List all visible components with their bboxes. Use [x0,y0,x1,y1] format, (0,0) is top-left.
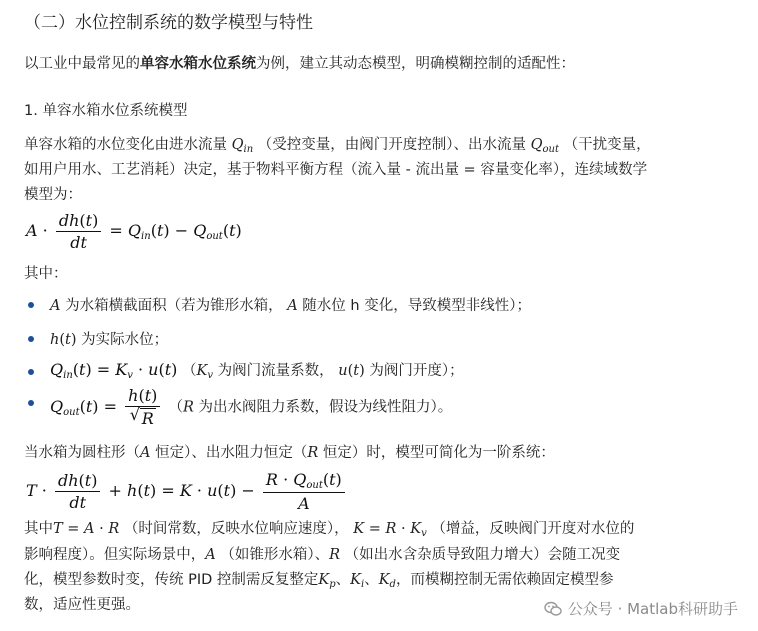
q-in-symbol: $Q_{in}$ [231,137,254,155]
section-title: （二）水位控制系统的数学模型与特性 [24,13,313,33]
intro-bold: 单容水箱水位系统 [140,56,256,72]
param-paragraph-line2: 影响程度）。但实际场景中，A （如锥形水箱）、R （如出水含杂质导致阻力增大）会随工况变 [24,547,621,563]
model-paragraph-line2: 如用户用水、工艺消耗）决定，基于物料平衡方程（流入量 - 流出量 = 容量变化率），连续域数学 [24,162,648,178]
intro-prefix: 以工业中最常见的 [24,56,140,72]
model-paragraph-line1: 单容水箱的水位变化由进水流量 $Q_{in}$ （受控变量，由阀门开度控制）、出水流量 $Q_{out}$ （干扰变量， [24,137,651,155]
param-paragraph-line1: 其中T = A · R （时间常数，反映水位响应速度）， $K = R \cdot K_v$ （增益，反映阀门开度对水位的 [24,521,635,539]
bullet-outflow [28,400,34,406]
bullet-inflow-text: $Q_{in}(t) = K_v \cdot u(t)$ （$K_v$ 为阀门流量系数， u(t) 为阀门开度）； [50,360,464,381]
simplification-paragraph: 当水箱为圆柱形（A 恒定）、出水阻力恒定（R 恒定）时，模型可简化为一阶系统： [24,445,555,461]
bullet-dot [28,302,34,308]
bullet-dot [28,336,34,342]
watermark [544,598,738,619]
watermark-text: 公众号 · Matlab科研助手 [567,600,738,618]
intro-paragraph [24,52,575,73]
bullet-inflow [28,369,34,375]
wechat-icon [544,601,562,617]
bullet-level: h(t) 为实际水位； [50,332,169,348]
bullet-area: A 为水箱横截面积（若为锥形水箱， A 随水位 h 变化，导致模型非线性）； [50,298,531,314]
bullet-outflow-text: $Q_{out}(t)$ = h(t) √ R （R 为出水阀阻力系数，假设为线性阻力）。 [50,386,453,428]
balance-equation: A · $\frac{dh(t)}{dt}$ = $Q_{in}(t) - Q_{out}(t)$ [26,211,242,252]
intro-suffix: 为例，建立其动态模型，明确模糊控制的适配性： [256,56,575,72]
param-paragraph-line3: 化，模型参数时变，传统 PID 控制需反复整定$K_p$、$K_i$、$K_d$，而模糊控制无需依赖固定模型参 [24,572,614,590]
model-paragraph-line3: 模型为： [24,187,82,203]
param-paragraph-line4: 数，适应性更强。 [24,597,140,613]
q-out-symbol: $Q_{out}$ [530,137,559,155]
among-label: 其中： [24,266,68,282]
first-order-equation: T · $\frac{dh(t)}{dt}$ + h(t) = K · u(t) − $\frac{R \cdot Q_{out}(t)}{A}$ [26,470,348,513]
subsection-title: 1. 单容水箱水位系统模型 [24,103,188,119]
